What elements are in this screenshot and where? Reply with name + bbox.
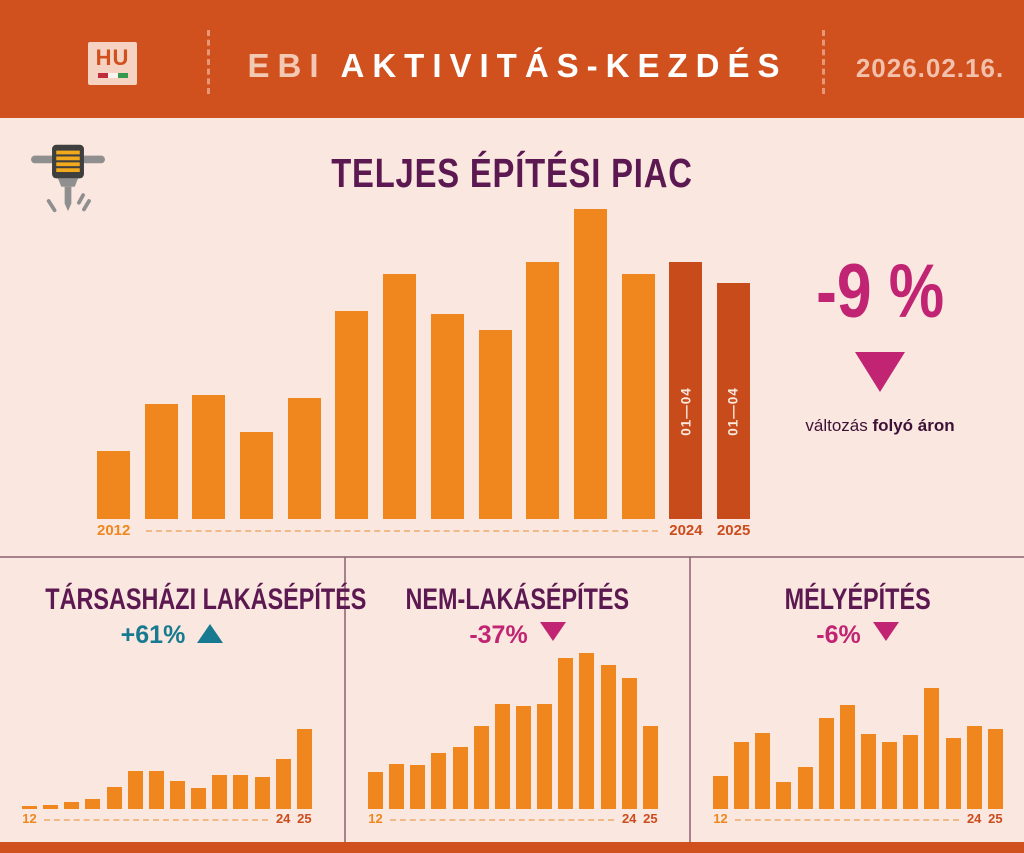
x-tick-label xyxy=(233,811,248,826)
bar-2021 xyxy=(558,658,573,809)
bar-2014 xyxy=(64,802,79,809)
panel-change xyxy=(346,621,689,650)
bar-2023 xyxy=(946,738,961,809)
x-tick-label: 25 xyxy=(643,811,658,826)
bar-2021 xyxy=(212,775,227,809)
x-tick-label xyxy=(495,811,510,826)
header-dashed-divider-left xyxy=(207,30,210,94)
x-tick-label: 2012 xyxy=(97,522,131,539)
x-tick-label xyxy=(410,811,425,826)
bar-2016 xyxy=(453,747,468,809)
bar-2013 xyxy=(43,805,58,809)
bar-2022 xyxy=(924,688,939,809)
x-tick-label xyxy=(453,811,468,826)
bar-2021 xyxy=(903,735,918,809)
bar-2024 xyxy=(967,726,982,809)
bar-2018 xyxy=(495,704,510,809)
panel-title: MÉLYÉPÍTÉS xyxy=(784,583,931,616)
bar-2024 xyxy=(622,678,637,809)
bar-2013 xyxy=(734,742,749,809)
x-tick-label xyxy=(819,811,834,826)
mini-bar-chart xyxy=(22,729,312,809)
change-note xyxy=(768,416,992,436)
bar-2022 xyxy=(579,653,594,809)
bar-2015 xyxy=(431,753,446,809)
publication-date: 2026.02.16. xyxy=(855,53,1005,83)
bar-2019 xyxy=(516,706,531,809)
logo-text: HU xyxy=(95,45,130,70)
change-note-regular: változás xyxy=(805,416,873,435)
x-tick-label: 12 xyxy=(22,811,37,826)
x-tick-label xyxy=(946,811,961,826)
panel-non-residential-construction xyxy=(346,557,689,843)
x-tick-label xyxy=(734,811,749,826)
bar-2017 xyxy=(819,718,834,809)
panel-change-value: -6% xyxy=(816,621,861,649)
x-tick-label xyxy=(149,811,164,826)
flag-red-stripe xyxy=(98,73,108,78)
change-triangle-icon xyxy=(540,622,566,641)
x-tick-label xyxy=(861,811,876,826)
bar-2017 xyxy=(474,726,489,809)
bar-2014 xyxy=(755,733,770,809)
x-tick-label xyxy=(64,811,79,826)
x-tick-label xyxy=(526,522,559,539)
x-tick-label xyxy=(903,811,918,826)
bar-2015 xyxy=(240,432,273,519)
bar-2012 xyxy=(368,772,383,809)
bar-2019 xyxy=(431,314,464,519)
x-tick-label xyxy=(776,811,791,826)
bar-2017 xyxy=(335,311,368,519)
x-tick-label: 2024 xyxy=(669,522,703,539)
x-tick-label xyxy=(389,811,404,826)
report-title-prefix: EBI xyxy=(247,47,327,84)
bar-2016 xyxy=(107,787,122,809)
main-chart-x-axis xyxy=(97,522,750,539)
panel-residential-construction xyxy=(0,557,367,843)
mini-chart-x-axis xyxy=(713,811,1003,826)
quarter-range-label: 01—04 xyxy=(725,387,741,436)
main-change-value: -9 % xyxy=(815,249,945,334)
bar-2015 xyxy=(85,799,100,809)
x-tick-label xyxy=(622,522,655,539)
x-tick-label xyxy=(431,522,464,539)
bar-2025 xyxy=(643,726,658,809)
hungary-flag-icon xyxy=(88,73,137,78)
bar-2023 xyxy=(255,777,270,809)
report-title xyxy=(220,47,815,85)
panel-change xyxy=(691,621,1024,650)
main-change-annotation xyxy=(768,249,992,436)
report-title-main: AKTIVITÁS-KEZDÉS xyxy=(340,47,788,84)
x-tick-label: 24 xyxy=(621,811,637,826)
quarter-range-label: 01—04 xyxy=(678,387,694,436)
bar-2014 xyxy=(410,765,425,809)
panel-title: TÁRSASHÁZI LAKÁSÉPÍTÉS xyxy=(45,583,367,616)
x-tick-label xyxy=(601,811,616,826)
x-tick-label xyxy=(212,811,227,826)
x-tick-label xyxy=(840,811,855,826)
main-bar-chart xyxy=(97,209,750,519)
x-tick-label: 12 xyxy=(368,811,383,826)
x-tick-label xyxy=(383,522,416,539)
x-tick-label xyxy=(107,811,122,826)
bar-2019 xyxy=(170,781,185,809)
bar-2023 xyxy=(601,665,616,809)
bar-2019 xyxy=(861,734,876,809)
bar-2015 xyxy=(776,782,791,809)
bar-2013 xyxy=(145,404,178,519)
mini-chart-x-axis xyxy=(368,811,658,826)
x-tick-label xyxy=(574,522,607,539)
bar-2014 xyxy=(192,395,225,519)
bar-2016 xyxy=(288,398,321,519)
x-tick-label xyxy=(537,811,552,826)
mini-bar-chart xyxy=(368,653,658,809)
bar-2025 xyxy=(717,283,750,519)
panel-title: NEM-LAKÁSÉPÍTÉS xyxy=(405,583,630,616)
bar-2018 xyxy=(840,705,855,809)
bar-2025 xyxy=(297,729,312,809)
x-tick-label xyxy=(558,811,573,826)
bar-2020 xyxy=(537,704,552,809)
change-note-bold: folyó áron xyxy=(872,416,955,435)
x-tick-label xyxy=(335,522,368,539)
x-tick-label xyxy=(479,522,512,539)
bar-2020 xyxy=(479,330,512,519)
bar-2025 xyxy=(988,729,1003,809)
bar-2020 xyxy=(882,742,897,809)
bar-2012 xyxy=(97,451,130,519)
bar-2016 xyxy=(798,767,813,809)
change-triangle-icon xyxy=(197,624,223,643)
bar-2024 xyxy=(276,759,291,809)
x-tick-label xyxy=(882,811,897,826)
x-tick-label xyxy=(516,811,531,826)
bar-2012 xyxy=(22,806,37,809)
header-dashed-divider-right xyxy=(822,30,825,94)
bar-2013 xyxy=(389,764,404,809)
flag-green-stripe xyxy=(118,73,128,78)
panel-change xyxy=(0,621,344,650)
x-tick-label xyxy=(798,811,813,826)
x-tick-label xyxy=(255,811,270,826)
main-chart-title: TELJES ÉPÍTÉSI PIAC xyxy=(331,150,693,196)
panel-civil-engineering xyxy=(691,557,1024,843)
x-tick-label xyxy=(579,811,594,826)
x-tick-label xyxy=(431,811,446,826)
x-tick-label xyxy=(85,811,100,826)
mini-chart-x-axis xyxy=(22,811,312,826)
bar-2017 xyxy=(128,771,143,809)
bar-2018 xyxy=(383,274,416,519)
bar-2021 xyxy=(526,262,559,519)
decline-triangle-icon xyxy=(855,352,905,392)
x-tick-label xyxy=(170,811,185,826)
x-tick-label: 2025 xyxy=(716,522,751,539)
bar-2022 xyxy=(233,775,248,809)
bar-2018 xyxy=(149,771,164,809)
bar-2012 xyxy=(713,776,728,809)
flag-white-stripe xyxy=(108,73,118,78)
x-tick-label: 24 xyxy=(966,811,982,826)
x-tick-label xyxy=(924,811,939,826)
x-tick-label xyxy=(192,522,225,539)
x-tick-label xyxy=(240,522,273,539)
bar-2022 xyxy=(574,209,607,519)
x-tick-label: 25 xyxy=(297,811,312,826)
footer-bar xyxy=(0,842,1024,853)
x-tick-label xyxy=(43,811,58,826)
header-bar xyxy=(0,0,1024,118)
bar-2023 xyxy=(622,274,655,519)
hu-logo xyxy=(88,42,137,85)
x-tick-label: 25 xyxy=(988,811,1003,826)
mini-bar-chart xyxy=(713,688,1003,809)
bar-2024 xyxy=(669,262,702,519)
x-tick-label: 12 xyxy=(713,811,728,826)
change-triangle-icon xyxy=(873,622,899,641)
panel-change-value: +61% xyxy=(120,621,186,649)
panel-change-value: -37% xyxy=(469,621,528,649)
x-tick-label: 24 xyxy=(275,811,291,826)
x-tick-label xyxy=(474,811,489,826)
x-tick-label xyxy=(191,811,206,826)
x-tick-label xyxy=(288,522,321,539)
x-tick-label xyxy=(128,811,143,826)
x-tick-label xyxy=(755,811,770,826)
x-tick-label xyxy=(145,522,178,539)
bar-2020 xyxy=(191,788,206,809)
